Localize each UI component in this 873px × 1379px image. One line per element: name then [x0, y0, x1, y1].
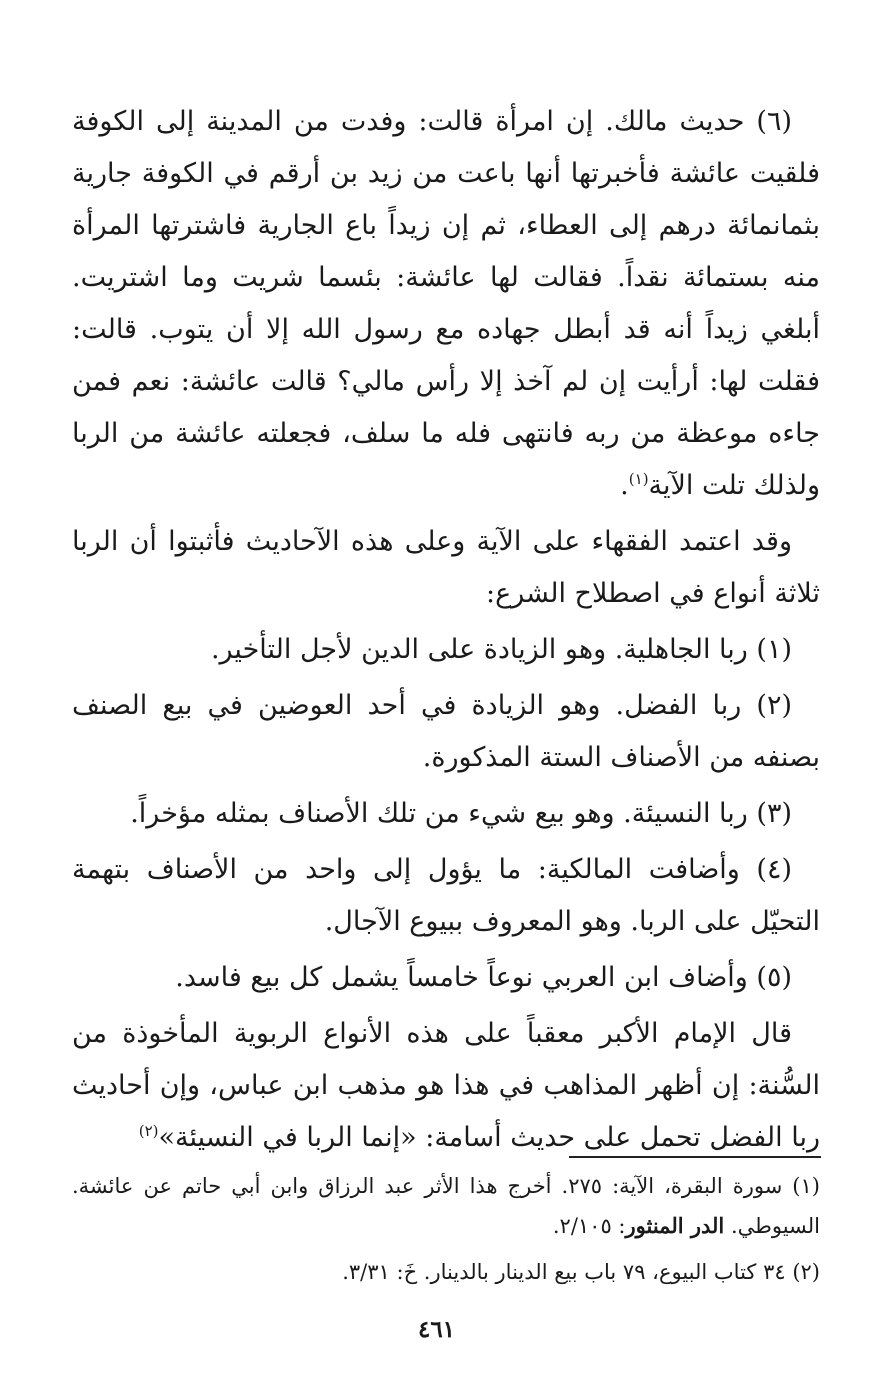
footnote-marker-2: (٢) — [138, 1122, 159, 1140]
footnote-text: (١) سورة البقرة، الآية: ٢٧٥. أخرج هذا الأثر عبد الرزاق وابن أبي حاتم عن عائشة. السيوطي. — [72, 1174, 820, 1238]
footnote-marker-1: (١) — [628, 470, 649, 488]
list-item-malikiyya — [72, 844, 820, 948]
footnotes — [72, 1166, 820, 1298]
paragraph-text: (٦) حديث مالك. إن امرأة قالت: وفدت من المدينة إلى الكوفة فلقيت عائشة فأخبرتها أنها باعت من زيد بن أرقم في الكوفة جارية بثمانمائة درهم إلى العطاء، ثم إن زيداً باع الجارية فاشترتها المرأة منه بستمائة نقداً. فقالت لها عائشة: بئسما شريت وما اشتريت. أبلغي زيداً أنه قد أبطل جهاده مع رسول الله إلا أن يتوب. قالت: فقلت لها: أرأيت إن لم آخذ إلا رأس مالي؟ قالت عائشة: نعم فمن جاءه موعظة من ربه فانتهى فله ما سلف، فجعلته عائشة من الربا ولذلك تلت الآية — [72, 106, 820, 501]
sentence-end: . — [620, 470, 629, 501]
paragraph-text: (١) ربا الجاهلية. وهو الزيادة على الدين لأجل التأخير. — [210, 634, 792, 665]
footnote-divider — [569, 1156, 821, 1158]
paragraph-hadith-malik — [72, 96, 820, 512]
list-item-riba-fadl — [72, 680, 820, 784]
list-item-riba-nasia — [72, 788, 820, 840]
paragraph-text: قال الإمام الأكبر معقباً على هذه الأنواع الربوية المأخوذة من السُّنة: إن أظهر المذاهب في هذا هو مذهب ابن عباس، وإن أحاديث ربا الفضل تحمل على حديث أسامة: «إنما الربا في النسيئة» — [72, 1018, 820, 1153]
paragraph-imam-akbar — [72, 1008, 820, 1164]
footnote-1 — [72, 1166, 820, 1246]
paragraph-text: وقد اعتمد الفقهاء على الآية وعلى هذه الآحاديث فأثبتوا أن الربا ثلاثة أنواع في اصطلاح الشرع: — [72, 526, 820, 609]
paragraph-text: (٥) وأضاف ابن العربي نوعاً خامساً يشمل كل بيع فاسد. — [175, 962, 792, 993]
paragraph-jurists — [72, 516, 820, 620]
footnote-text: : ٢/١٠٥. — [552, 1214, 626, 1238]
paragraph-text: (٣) ربا النسيئة. وهو بيع شيء من تلك الأصناف بمثله مؤخراً. — [130, 798, 792, 829]
main-text — [72, 96, 820, 1168]
paragraph-text: (٤) وأضافت المالكية: ما يؤول إلى واحد من الأصناف بتهمة التحيّل على الربا. وهو المعروف ببيوع الآجال. — [72, 854, 820, 937]
page-number: ٤٦١ — [417, 1316, 456, 1343]
footnote-book-title: الدر المنثور — [625, 1213, 725, 1238]
footnote-text: (٢) ٣٤ كتاب البيوع، ٧٩ باب بيع الدينار بالدينار. خَ: ٣/٣١. — [342, 1260, 820, 1284]
list-item-ibn-arabi — [72, 952, 820, 1004]
paragraph-text: (٢) ربا الفضل. وهو الزيادة في أحد العوضين في بيع الصنف بصنفه من الأصناف الستة المذكورة. — [72, 690, 820, 773]
list-item-riba-jahiliyya — [72, 624, 820, 676]
footnote-2 — [72, 1252, 820, 1292]
